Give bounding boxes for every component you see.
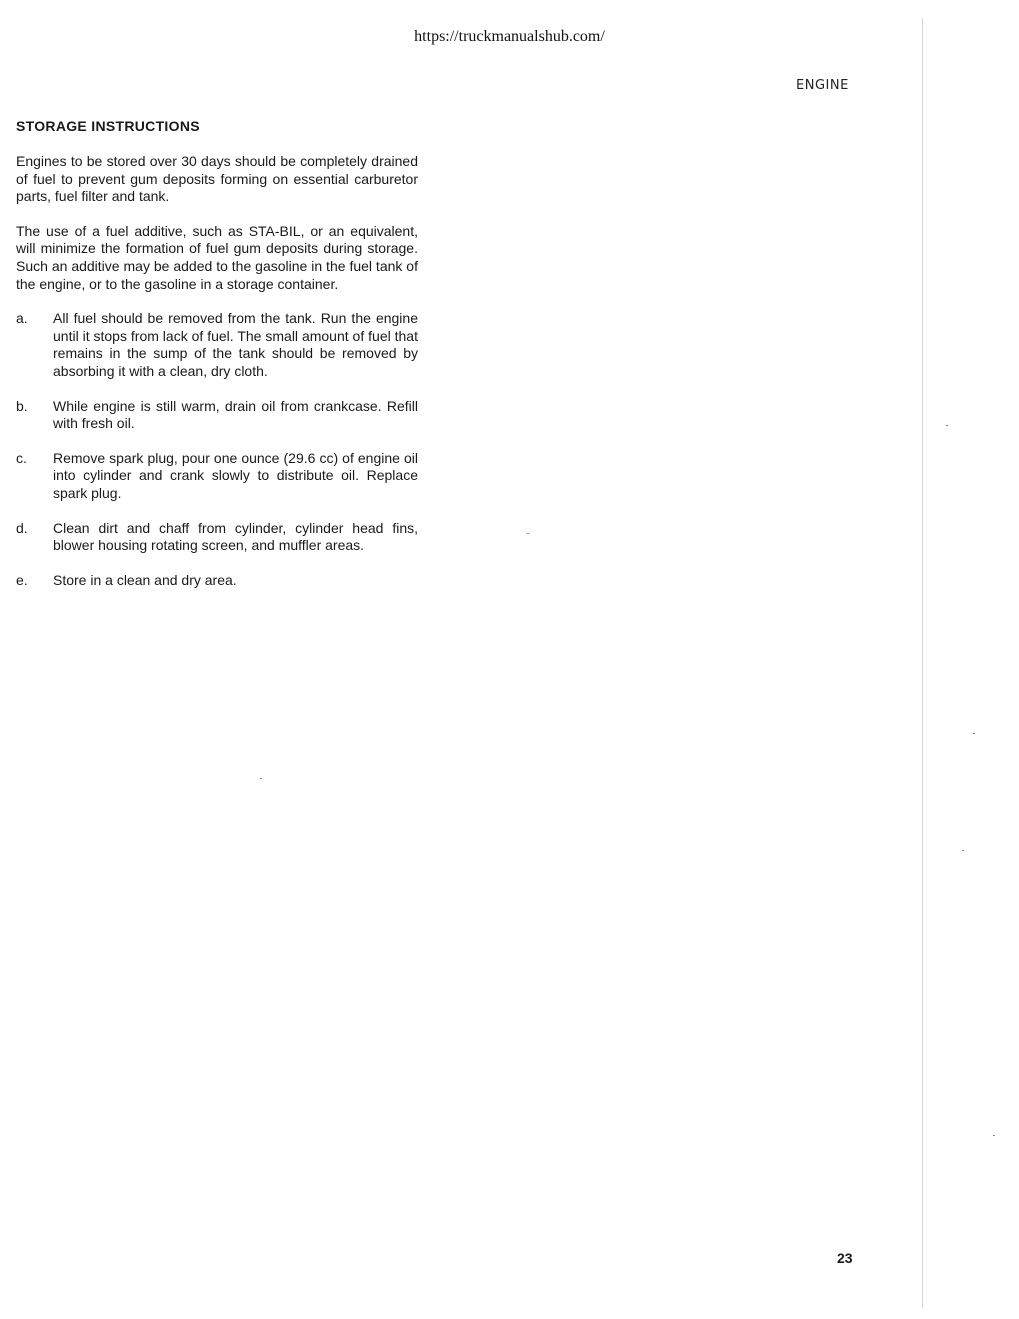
step-text: Clean dirt and chaff from cylinder, cylinder head fins, blower housing rotating screen, and muffler areas. [53,519,418,554]
page-number: 23 [837,1250,853,1266]
section-label: ENGINE [796,78,849,93]
storage-instructions-section [16,118,418,606]
step-letter: d. [16,519,28,536]
step-item [16,450,418,503]
step-item [16,520,418,555]
scan-speck [527,533,529,534]
intro-paragraph: Engines to be stored over 30 days should be completely drained of fuel to prevent gum deposits forming on essential carburetor parts, fuel filter and tank. [16,153,418,205]
scan-speck [260,778,262,779]
section-heading: STORAGE INSTRUCTIONS [16,118,200,134]
step-item [16,398,418,433]
step-text: All fuel should be removed from the tank. Run the engine until it stops from lack of fuel. The small amount of fuel that remains in the sump of the tank should be removed by absorbing it with a clean, dry cloth. [53,310,418,379]
step-letter: a. [16,310,28,327]
step-item [16,572,418,590]
step-text: While engine is still warm, drain oil from crankcase. Refill with fresh oil. [53,397,418,432]
scan-speck [973,733,975,734]
step-letter: b. [16,397,28,414]
step-letter: c. [16,449,27,466]
intro-paragraph: The use of a fuel additive, such as STA-BIL, or an equivalent, will minimize the formation of fuel gum deposits during storage. Such an additive may be added to the gasoline in the fuel tank of the engine, or to the gasoline in a storage container. [16,222,418,292]
step-text: Store in a clean and dry area. [53,571,237,588]
source-url: https://truckmanualshub.com/ [414,28,605,45]
step-item [16,310,418,380]
step-text: Remove spark plug, pour one ounce (29.6 cc) of engine oil into cylinder and crank slowly to distribute oil. Replace spark plug. [53,449,418,501]
step-letter: e. [16,571,28,588]
scan-speck [993,1135,995,1136]
scan-speck [962,850,964,851]
page-edge-rule [922,18,923,1308]
scan-speck [946,425,948,426]
